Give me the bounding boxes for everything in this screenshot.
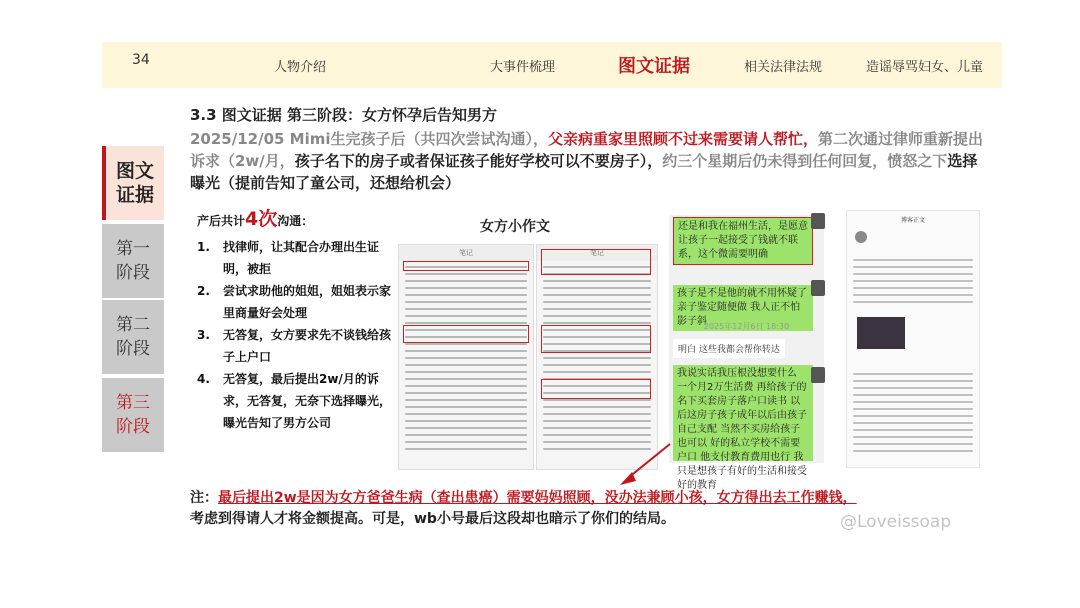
communication-heading [197, 208, 397, 232]
watermark: @Loveissoap [840, 512, 952, 532]
communication-summary [197, 208, 397, 434]
essay-screenshot-1 [398, 244, 534, 470]
weibo-screenshot [846, 210, 980, 468]
note-highlight: 最后提出2w是因为女方爸爸生病（查出患癌）需要妈妈照顾，没办法兼顾小孩，女方得出去工作赚钱， [218, 490, 857, 506]
step-number: 4. [197, 372, 210, 386]
step-text: 无答复，最后提出2w/月的诉求，无答复，无奈下选择曝光，曝光告知了男方公司 [223, 372, 392, 430]
highlight-box [541, 325, 651, 353]
chat-bubble-2: 孩子是不是他的就不用怀疑了 亲子鉴定随便做 我人正不怕影子斜 [673, 285, 813, 331]
intro-highlight-dark-2: 选择曝光（提前告知了童公司，还想给机会） [190, 152, 978, 192]
sidetab-evidence[interactable]: 图文 证据 [102, 146, 164, 220]
page-number: 34 [132, 52, 150, 68]
avatar [855, 231, 867, 243]
nav-item-defamation[interactable]: 造谣辱骂妇女、儿童 [866, 60, 984, 75]
top-nav-bar [102, 42, 1002, 88]
essay-title: 女方小作文 [480, 219, 550, 235]
chat-reply: 明白 这些我都会帮你转达 [673, 339, 785, 358]
note-text: 考虑到得请人才将金额提高。可是，wb小号最后这段却也暗示了你们的结局。 [190, 511, 675, 527]
chat-timestamp: 2025年12月6日 18:30 [703, 322, 790, 331]
list-item [197, 236, 397, 280]
intro-text-2: 第二次通过律师重新提出诉求（2w/月， [190, 130, 984, 170]
sidetab-stage-3[interactable]: 第三 阶段 [102, 378, 164, 452]
step-text: 尝试求助他的姐姐，姐姐表示家里商量好会处理 [223, 284, 392, 320]
intro-text-3: 约三个星期后仍未得到任何回复，愤怒之下 [662, 152, 948, 170]
section-intro [190, 128, 990, 194]
screenshot-header: 笔记 [399, 245, 533, 261]
arrow-icon [610, 440, 690, 490]
chat-bubble-1: 还是和我在福州生活，是愿意让孩子一起接受了钱就不联系，这个微需要明确 [673, 217, 813, 265]
note-prefix: 注： [190, 490, 218, 506]
highlight-box [541, 379, 651, 399]
chat-bubble-3: 我说实话我压根没想要什么 一个月2万生活费 再给孩子的名下买套房子落户口读书 以后这房子孩子成年以后由孩子自己支配 当然不买房给孩子也可以 好的私立学校不需要户口 他支付教育费用也行 我只是想孩子有好的生活和接受好的教育 [673, 365, 813, 461]
heading-suffix: 沟通： [277, 214, 314, 228]
steps-list [197, 236, 397, 434]
list-item [197, 368, 397, 434]
nav-item-laws[interactable]: 相关法律法规 [744, 60, 823, 75]
highlight-box [403, 325, 529, 343]
intro-highlight-red: 父亲病重家里照顾不过来需要请人帮忙， [548, 130, 819, 148]
sidetab-stage-2[interactable]: 第二 阶段 [102, 300, 164, 374]
nav-item-timeline[interactable]: 大事件梳理 [490, 60, 556, 75]
avatar [811, 213, 825, 229]
avatar [811, 367, 825, 383]
essay-screenshot-2 [536, 244, 658, 470]
intro-text-1: 2025/12/05 Mimi生完孩子后（共四次尝试沟通）， [190, 130, 549, 148]
nav-item-people[interactable]: 人物介绍 [274, 60, 327, 75]
step-number: 1. [197, 240, 210, 254]
weibo-header: 博客正文 [900, 217, 925, 224]
nav-item-evidence[interactable]: 图文证据 [618, 56, 690, 77]
step-text: 找律师，让其配合办理出生证明，被拒 [223, 240, 380, 276]
weibo-image [857, 317, 905, 349]
avatar [811, 280, 825, 296]
section-title: 3.3 图文证据 第三阶段：女方怀孕后告知男方 [190, 106, 498, 124]
highlight-box [403, 261, 529, 271]
screenshot-header: 笔记 [537, 245, 657, 261]
heading-prefix: 产后共计 [197, 214, 246, 228]
sidetab-stage-1[interactable]: 第一 阶段 [102, 224, 164, 298]
step-number: 2. [197, 284, 210, 298]
step-number: 3. [197, 328, 210, 342]
chat-screenshot [669, 215, 824, 491]
heading-count: 4次 [245, 208, 278, 230]
step-text: 无答复，女方要求先不谈钱给孩子上户口 [223, 328, 392, 364]
list-item [197, 280, 397, 324]
list-item [197, 324, 397, 368]
intro-highlight-dark-1: 孩子名下的房子或者保证孩子能好学校可以不要房子）， [294, 152, 663, 170]
highlight-box [541, 249, 651, 275]
